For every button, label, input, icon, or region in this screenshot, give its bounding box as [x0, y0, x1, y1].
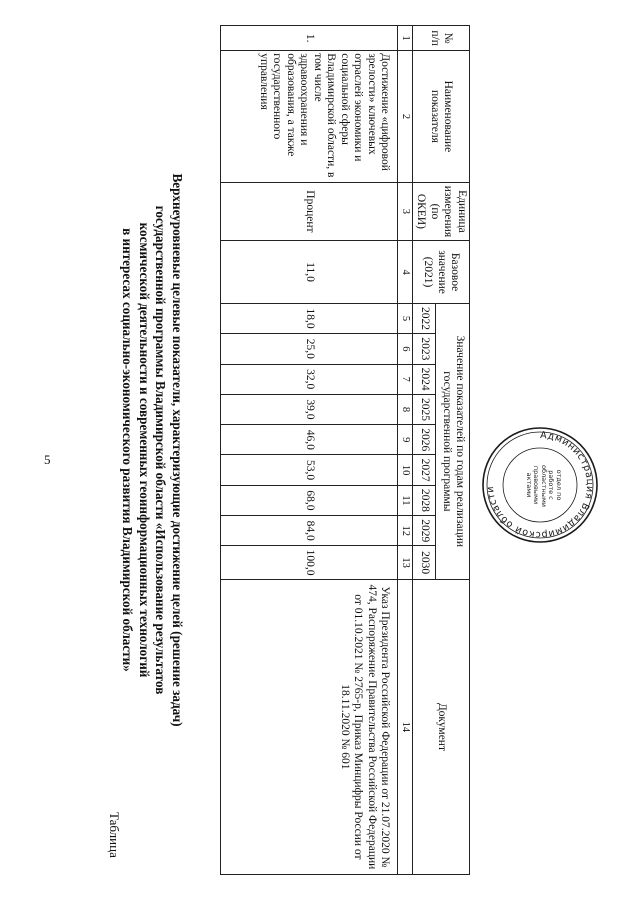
title-line: государственной программы Владимирской области «Использование результатов: [153, 205, 169, 695]
title-line: Верхнеуровневые целевые показатели, характеризующие достижение целей (решение задач): [170, 173, 185, 727]
row-value: 68,0: [221, 485, 399, 515]
header-document: Документ: [413, 579, 470, 874]
year-header: 2027: [413, 455, 436, 485]
column-number: 7: [398, 364, 413, 394]
year-header: 2025: [413, 394, 436, 424]
row-no: 1.: [221, 26, 399, 51]
column-number: 13: [398, 546, 413, 579]
row-value: 39,0: [221, 394, 399, 424]
row-value: 18,0: [221, 303, 399, 333]
column-number: 2: [398, 51, 413, 182]
document-title: [119, 100, 185, 800]
table-row: [221, 26, 399, 875]
title-line: космической деятельности и современных геоинформационных технологий: [137, 222, 152, 678]
column-number: 3: [398, 182, 413, 241]
row-value: 53,0: [221, 455, 399, 485]
year-header: 2024: [413, 364, 436, 394]
column-number: 1: [398, 26, 413, 51]
row-value: 46,0: [221, 425, 399, 455]
page-number: 5: [44, 452, 51, 467]
column-number: 11: [398, 485, 413, 515]
header-no: № п/п: [413, 26, 470, 51]
row-value: 84,0: [221, 516, 399, 546]
column-number: 12: [398, 516, 413, 546]
year-header: 2022: [413, 303, 436, 333]
header-base: Базовое значение (2021): [413, 241, 470, 304]
column-number: 6: [398, 334, 413, 364]
year-header: 2028: [413, 485, 436, 515]
row-name: Достижение «цифровой зрелости» ключевых отраслей экономики и социальной сферы Владимирской области, в том числе здравоохранения и образования, а также государственного управления: [221, 51, 399, 182]
column-number: 4: [398, 241, 413, 304]
table-label: Таблица: [107, 812, 122, 858]
year-header: 2026: [413, 425, 436, 455]
column-number: 8: [398, 394, 413, 424]
row-unit: Процент: [221, 182, 399, 241]
stamp-center-text: отдел по работе с областными правовыми актами: [525, 465, 563, 507]
column-number: 5: [398, 303, 413, 333]
header-row: [436, 26, 470, 875]
stamp-ring-text: Администрация Владимирской области: [484, 429, 596, 541]
year-header: 2029: [413, 516, 436, 546]
row-value: 25,0: [221, 334, 399, 364]
row-value: 100,0: [221, 546, 399, 579]
header-name: Наименование показателя: [413, 51, 470, 182]
row-value: 32,0: [221, 364, 399, 394]
indicators-table: [220, 25, 470, 875]
round-stamp: [480, 425, 600, 545]
column-number: 9: [398, 425, 413, 455]
header-unit: Единица измерения (по ОКЕИ): [413, 182, 470, 241]
year-header: 2030: [413, 546, 436, 579]
row-base: 11,0: [221, 241, 399, 304]
column-numbers-row: [398, 26, 413, 875]
year-header: 2023: [413, 334, 436, 364]
title-line: в интересах социально-экономического развития Владимирской области»: [120, 228, 136, 672]
column-number: 10: [398, 455, 413, 485]
header-years-group: Значение показателей по годам реализации государственной программы: [436, 303, 470, 579]
row-document: Указ Президента Российской Федерации от 21.07.2020 № 474, Распоряжение Правительства Российской Федерации от 01.10.2021 № 2765-р, Приказ Минцифры России от 18.11.2020 № 601: [221, 579, 399, 874]
column-number: 14: [398, 579, 413, 874]
